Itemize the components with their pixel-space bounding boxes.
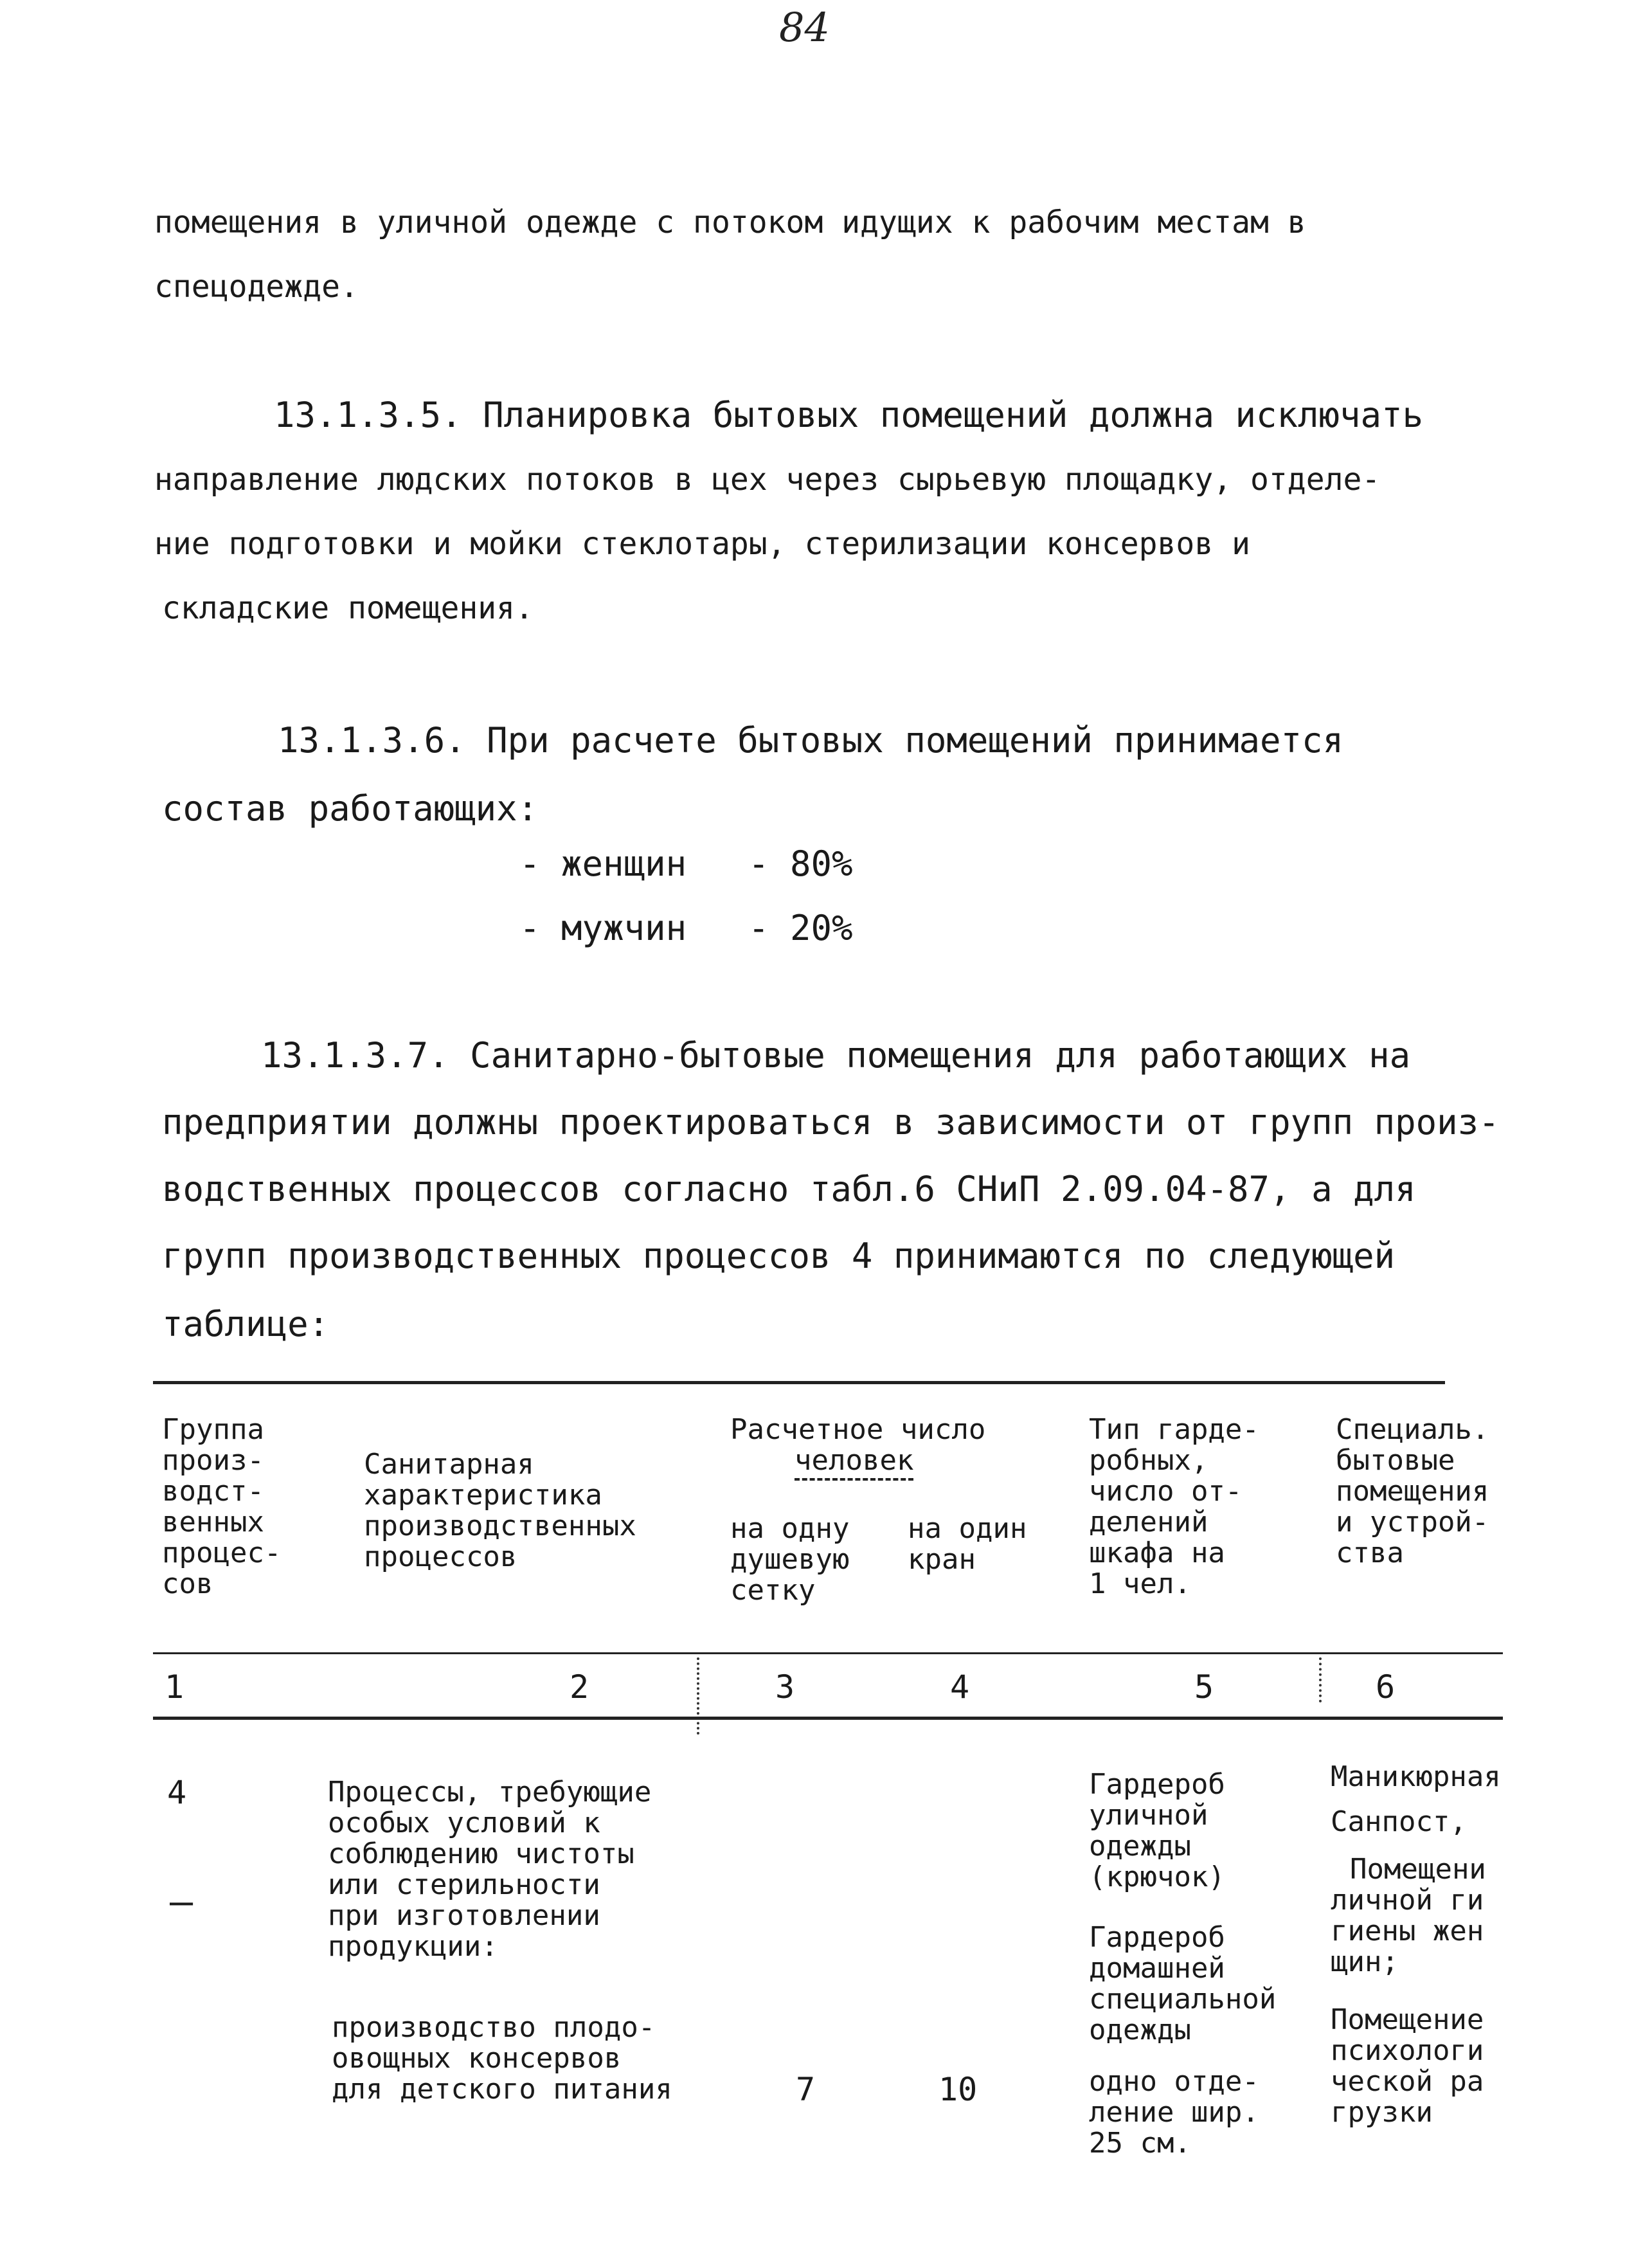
list-item-label: - женщин: [519, 844, 687, 884]
row-per-tap: 10: [938, 2071, 978, 2108]
header-group: Группа произ- водст- венных процес- сов: [162, 1413, 282, 1600]
row-description-sub: производство плодо- овощных консервов для детского питания: [332, 2011, 672, 2106]
column-number: 1: [165, 1668, 184, 1706]
text-line: групп производственных процессов 4 принимаются по следующей: [162, 1236, 1396, 1276]
text-line: предприятии должны проектироваться в зависимости от групп произ-: [162, 1102, 1500, 1142]
column-number: 5: [1194, 1668, 1214, 1706]
text-line: 13.1.3.5. Планировка бытовых помещений должна исключать: [274, 395, 1424, 435]
row-wardrobe-section: одно отде- ление шир. 25 см.: [1089, 2065, 1259, 2160]
header-per-tap: на один кран: [908, 1512, 1027, 1576]
row-special-psychological: Помещение психологи ческой ра грузки: [1331, 2003, 1484, 2129]
header-special-facilities: Специаль. бытовые помещения и устрой- ства: [1336, 1413, 1489, 1569]
page-number: 84: [779, 4, 830, 51]
row-wardrobe-home: Гардероб домашней специальной одежды: [1089, 1921, 1277, 2046]
row-special-hygiene: Помещени личной ги гиены жен щин;: [1331, 1853, 1486, 1978]
text-line: спецодежде.: [154, 269, 359, 305]
column-divider: [1319, 1657, 1322, 1702]
numbers-bottom-rule: [153, 1717, 1503, 1720]
text-line: 13.1.3.6. При расчете бытовых помещений принимается: [278, 720, 1344, 761]
row-description: Процессы, требующие особых условий к соблюдению чистоты или стерильности при изготовлении продукции:: [328, 1776, 652, 1963]
text-line: таблице:: [162, 1304, 330, 1344]
text-line: помещения в уличной одежде с потоком идущих к рабочим местам в: [154, 204, 1306, 240]
text-line: водственных процессов согласно табл.6 СНиП 2.09.04-87, а для: [162, 1169, 1416, 1209]
row-per-shower: 7: [796, 2071, 816, 2108]
header-calculated-number: Расчетное число человек: [730, 1414, 985, 1476]
text-line: 13.1.3.7. Санитарно-бытовые помещения для работающих на: [261, 1035, 1411, 1076]
header-bottom-rule: [153, 1652, 1503, 1654]
column-number: 4: [950, 1668, 970, 1706]
row-group-dash: –: [170, 1879, 193, 1924]
list-item-label: - мужчин: [519, 908, 687, 948]
column-number: 6: [1376, 1668, 1396, 1706]
header-per-shower: на одну душевую сетку: [730, 1512, 850, 1607]
list-item-value: - 20%: [748, 908, 853, 948]
column-number: 2: [570, 1668, 589, 1706]
header-wardrobe-type: Тип гарде- робных, число от- делений шкафа на 1 чел.: [1089, 1413, 1259, 1600]
table-top-rule: [153, 1381, 1445, 1384]
row-group-number: 4: [167, 1774, 187, 1811]
column-number: 3: [775, 1668, 795, 1706]
row-wardrobe-street: Гардероб уличной одежды (крючок): [1089, 1768, 1225, 1893]
row-special-sanpost: Санпост,: [1331, 1805, 1467, 1838]
column-divider: [697, 1657, 699, 1735]
list-item-value: - 80%: [748, 844, 853, 884]
header-persons: человек: [795, 1444, 913, 1481]
header-sanitary-characteristic: Санитарная характеристика производственных процессов: [364, 1448, 636, 1573]
text-line: направление людских потоков в цех через сырьевую площадку, отделе-: [154, 462, 1381, 498]
text-line: состав работающих:: [162, 788, 539, 829]
row-special-manicure: Маникюрная: [1331, 1760, 1501, 1793]
text-line: складские помещения.: [162, 590, 534, 626]
text-line: ние подготовки и мойки стеклотары, стерилизации консервов и: [154, 526, 1251, 562]
